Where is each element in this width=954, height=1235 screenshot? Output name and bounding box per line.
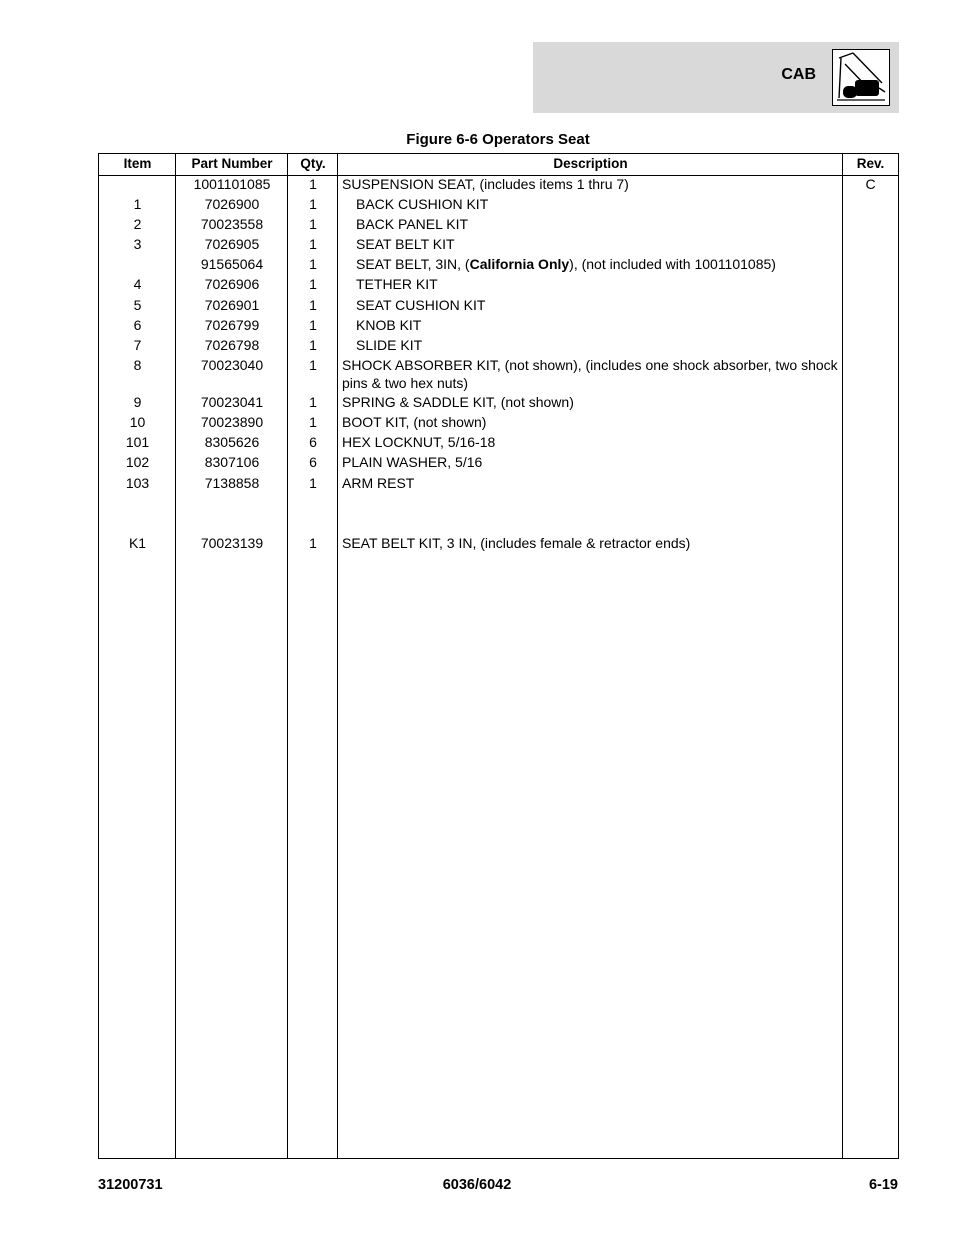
table-row-item-number: 9 xyxy=(133,394,142,410)
table-row-quantity: 1 xyxy=(309,196,317,212)
section-tab xyxy=(533,42,899,113)
table-row-part-number: 91565064 xyxy=(200,256,264,272)
table-row-description: KNOB KIT xyxy=(356,317,422,333)
table-row-description: HEX LOCKNUT, 5/16-18 xyxy=(342,434,496,450)
table-row-quantity: 1 xyxy=(309,337,317,353)
table-row-item-number: 1 xyxy=(133,196,142,212)
table-row-quantity: 1 xyxy=(309,394,317,410)
table-row-item-number: 3 xyxy=(133,236,142,252)
table-row-item-number: 103 xyxy=(125,475,150,491)
table-row-quantity: 1 xyxy=(309,297,317,313)
description-emphasis: California Only xyxy=(469,256,570,272)
table-row-description: ARM REST xyxy=(342,475,415,491)
table-row-part-number: 70023041 xyxy=(200,394,264,410)
telehandler-icon xyxy=(832,49,890,106)
table-row-description: SEAT BELT KIT xyxy=(356,236,455,252)
table-row-description xyxy=(342,255,856,273)
table-row-quantity: 1 xyxy=(309,535,317,551)
table-row-item-number: 2 xyxy=(133,216,142,232)
section-title: CAB xyxy=(781,66,816,83)
table-row-part-number: 7026901 xyxy=(204,297,260,313)
table-row-description: SEAT CUSHION KIT xyxy=(356,297,486,313)
table-row-part-number: 8305626 xyxy=(204,434,260,450)
table-row-part-number: 7026798 xyxy=(204,337,260,353)
table-row-description: SPRING & SADDLE KIT, (not shown) xyxy=(342,394,574,410)
publication-number: 31200731 xyxy=(98,1177,163,1193)
table-row-item-number: 6 xyxy=(133,317,142,333)
column-header-part-number: Part Number xyxy=(191,156,273,171)
table-row-part-number: 70023139 xyxy=(200,535,264,551)
table-row-item-number: 8 xyxy=(133,357,142,373)
table-row-quantity: 1 xyxy=(309,357,317,373)
table-row-quantity: 6 xyxy=(309,434,317,450)
table-row-part-number: 8307106 xyxy=(204,454,260,470)
column-header-description: Description xyxy=(553,156,628,171)
column-header-rev: Rev. xyxy=(856,156,885,171)
page-number: 6-19 xyxy=(868,1177,898,1193)
parts-table xyxy=(98,153,899,1159)
table-row-quantity: 1 xyxy=(309,475,317,491)
table-row-description: SEAT BELT KIT, 3 IN, (includes female & retractor ends) xyxy=(342,535,691,551)
table-row-part-number: 7026799 xyxy=(204,317,260,333)
table-row-item-number: 102 xyxy=(125,454,150,470)
table-row-description: PLAIN WASHER, 5/16 xyxy=(342,454,483,470)
table-row-part-number: 70023558 xyxy=(200,216,264,232)
table-row-revision: C xyxy=(865,176,876,192)
table-row-quantity: 1 xyxy=(309,176,317,192)
table-row-item-number: 5 xyxy=(133,297,142,313)
table-row-part-number: 7026900 xyxy=(204,196,260,212)
table-row-description: TETHER KIT xyxy=(356,276,438,292)
table-row-quantity: 1 xyxy=(309,236,317,252)
table-row-part-number: 1001101085 xyxy=(193,176,271,192)
description-text: ), (not included with 1001101085) xyxy=(569,256,776,272)
table-row-description: SLIDE KIT xyxy=(356,337,423,353)
table-row-quantity: 1 xyxy=(309,414,317,430)
table-row-quantity: 1 xyxy=(309,276,317,292)
table-row-description: BACK PANEL KIT xyxy=(356,216,469,232)
table-row-item-number: 4 xyxy=(133,276,142,292)
table-row-description: SHOCK ABSORBER KIT, (not shown), (includes one shock absorber, two shock pins & two hex nuts) xyxy=(342,357,838,391)
table-row-part-number: 7026905 xyxy=(204,236,260,252)
table-row-part-number: 70023040 xyxy=(200,357,264,373)
model-number: 6036/6042 xyxy=(442,1177,512,1193)
table-row-item-number: 7 xyxy=(133,337,142,353)
table-row-item-number: 101 xyxy=(125,434,150,450)
table-row-item-number: K1 xyxy=(128,535,147,551)
table-row-item-number: 10 xyxy=(129,414,146,430)
table-row-quantity: 6 xyxy=(309,454,317,470)
table-row-description: BACK CUSHION KIT xyxy=(356,196,489,212)
table-row-quantity: 1 xyxy=(309,256,317,272)
table-row-part-number: 7138858 xyxy=(204,475,260,491)
figure-title: Figure 6-6 Operators Seat xyxy=(406,131,590,148)
table-row-part-number: 7026906 xyxy=(204,276,260,292)
description-text: SEAT BELT, 3IN, ( xyxy=(356,256,470,272)
table-row-part-number: 70023890 xyxy=(200,414,264,430)
column-header-item: Item xyxy=(123,156,152,171)
table-row-quantity: 1 xyxy=(309,317,317,333)
column-header-qty: Qty. xyxy=(300,156,326,171)
table-row-description: SUSPENSION SEAT, (includes items 1 thru 7) xyxy=(342,176,629,192)
table-row-description: BOOT KIT, (not shown) xyxy=(342,414,487,430)
table-row-quantity: 1 xyxy=(309,216,317,232)
